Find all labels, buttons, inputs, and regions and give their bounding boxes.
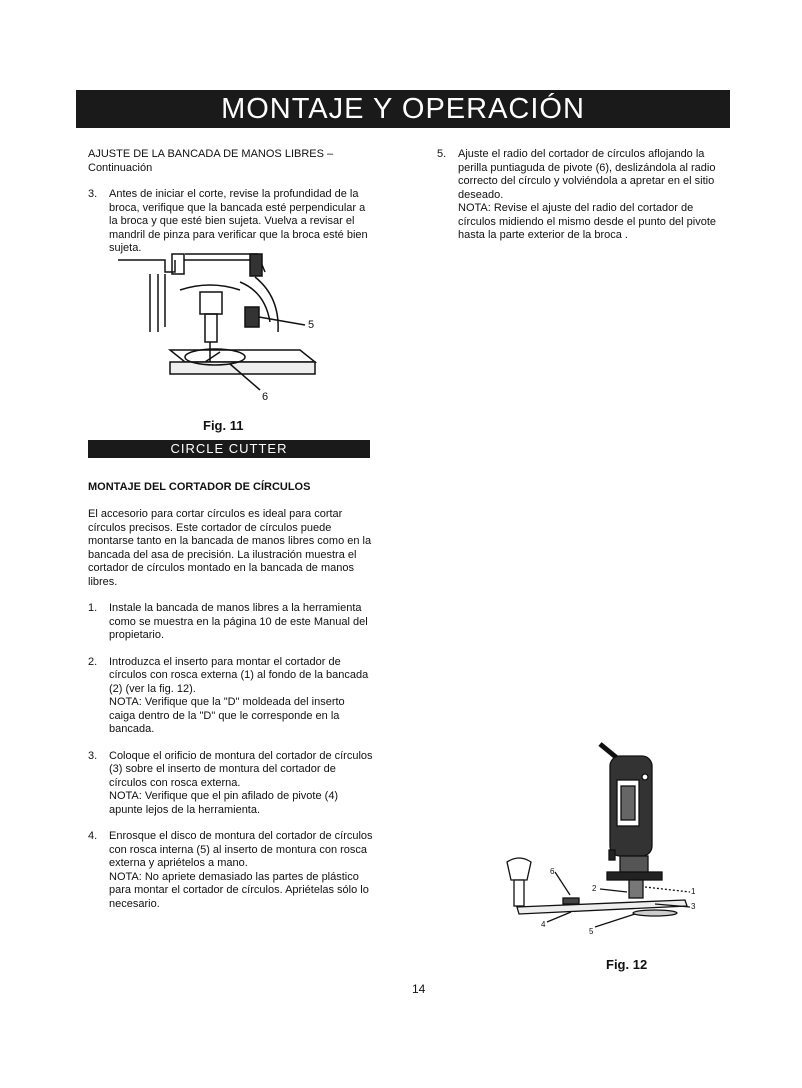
step-text	[109, 750, 406, 818]
intro-line: El accesorio para cortar círculos es ideal para cortar	[88, 508, 343, 520]
step-line: (3) sobre el inserto de montura del cortador de	[109, 763, 336, 775]
step-line: necesario.	[109, 897, 160, 910]
step-line: Introduzca el inserto para montar el cortador de	[109, 655, 341, 668]
step-line: con rosca interna (5) al inserto de montura con rosca	[109, 843, 368, 856]
step-2	[88, 656, 406, 737]
step-line: NOTA: Verifique que el pin afilado de pivote (4)	[109, 790, 339, 802]
step-line: bancada.	[109, 723, 155, 735]
section-heading-line2: Continuación	[88, 161, 153, 174]
step-line: Ajuste el radio del cortador de círculos aflojando la	[458, 148, 705, 160]
step-3	[88, 750, 406, 818]
step-number: 2.	[88, 655, 98, 668]
step-number: 1.	[88, 602, 98, 614]
fig11-callout-5: 5	[308, 319, 315, 331]
step-line: círculos con rosca externa (1) al fondo de la bancada	[109, 669, 369, 681]
step-line: Coloque el orificio de montura del cortador de círculos	[109, 749, 373, 762]
intro-line: cortador de círculos montado en la bancada de manos	[88, 562, 354, 574]
fig12-callout-2: 2	[592, 884, 597, 893]
step-text	[109, 830, 406, 911]
step-line: broca, verifique que la bancada esté perpendicular a	[109, 201, 366, 214]
fig11-callout-6: 6	[262, 391, 269, 402]
step-line: para montar el cortador de círculos. Apriételas sólo lo	[109, 884, 369, 896]
fig12-illustration	[505, 742, 705, 937]
step-line: mandril de pinza para verificar que la broca esté bien	[109, 228, 368, 241]
circle-cutter-section-title: MONTAJE DEL CORTADOR DE CÍRCULOS	[88, 481, 311, 493]
step-line: apunte lejos de la herramienta.	[109, 803, 261, 816]
fig12-label: Fig. 12	[606, 957, 648, 972]
fig12-callout-6: 6	[550, 867, 555, 876]
step-line: perilla puntiaguda de pivote (6), deslizándola al radio	[458, 161, 716, 174]
step-line: NOTA: Revise el ajuste del radio del cortador de	[458, 202, 694, 214]
step-line: deseado.	[458, 188, 504, 201]
step-line: círculos midiendo el mismo desde el punto del pivote	[458, 215, 717, 228]
step-text	[109, 188, 408, 256]
step-line: Antes de iniciar el corte, revise la profundidad de la	[109, 188, 359, 200]
intro-line: libres.	[88, 575, 118, 588]
step-line: correcto del círculo y volviéndola a apretar en el sitio	[458, 175, 715, 187]
step-line: (2) (ver la fig. 12).	[109, 682, 196, 695]
page-banner	[76, 90, 730, 128]
step-line: Enrosque el disco de montura del cortador de círculos	[109, 830, 373, 842]
intro-line: montarse tanto en la bancada de manos libres como en la	[88, 535, 372, 547]
step-3-adjust	[88, 188, 408, 256]
fig12-callout-3: 3	[691, 902, 696, 911]
step-5	[437, 148, 777, 243]
step-text	[109, 602, 406, 643]
fig12-callout-4: 4	[541, 920, 546, 929]
step-line: Instale la bancada de manos libres a la herramienta	[109, 602, 362, 614]
right-top-column	[437, 148, 777, 243]
fig11-illustration	[110, 252, 330, 402]
step-line: la broca y que esté bien sujeta. Vuelva a revisar el	[109, 215, 355, 227]
step-number: 3.	[88, 749, 98, 762]
intro-line: bancada del asa de precisión. La ilustración muestra el	[88, 548, 357, 561]
step-number: 5.	[437, 148, 447, 160]
left-top-column	[88, 148, 408, 256]
circle-cutter-body	[88, 508, 406, 911]
fig12-callout-5: 5	[589, 927, 594, 936]
step-line: sujeta.	[109, 242, 142, 254]
intro-paragraph	[88, 508, 406, 589]
step-line: caiga dentro de la "D" que le corresponde en la	[109, 709, 340, 722]
page-number: 14	[412, 982, 426, 996]
step-line: NOTA: Verifique que la "D" moldeada del inserto	[109, 696, 345, 708]
fig12-callout-1: 1	[691, 887, 696, 896]
section-heading-line1: AJUSTE DE LA BANCADA DE MANOS LIBRES –	[88, 148, 334, 160]
step-number: 4.	[88, 830, 98, 842]
step-1	[88, 602, 406, 643]
banner-title: MONTAJE Y OPERACIÓN	[221, 93, 585, 125]
step-text	[109, 656, 406, 737]
step-line: NOTA: No apriete demasiado las partes de plástico	[109, 870, 359, 883]
circle-cutter-banner	[88, 440, 370, 458]
subbanner-title: CIRCLE CUTTER	[170, 441, 288, 456]
step-line: hasta la parte exterior de la broca .	[458, 229, 628, 241]
intro-line: círculos precisos. Este cortador de círculos puede	[88, 521, 332, 534]
step-line: círculos con rosca externa.	[109, 776, 241, 789]
step-number: 3.	[88, 188, 98, 200]
step-line: externa y apriételos a mano.	[109, 857, 248, 869]
step-4	[88, 830, 406, 911]
step-line: propietario.	[109, 629, 165, 641]
step-line: como se muestra en la página 10 de este Manual del	[109, 615, 368, 628]
step-text	[458, 148, 777, 243]
fig11-label: Fig. 11	[203, 418, 244, 433]
